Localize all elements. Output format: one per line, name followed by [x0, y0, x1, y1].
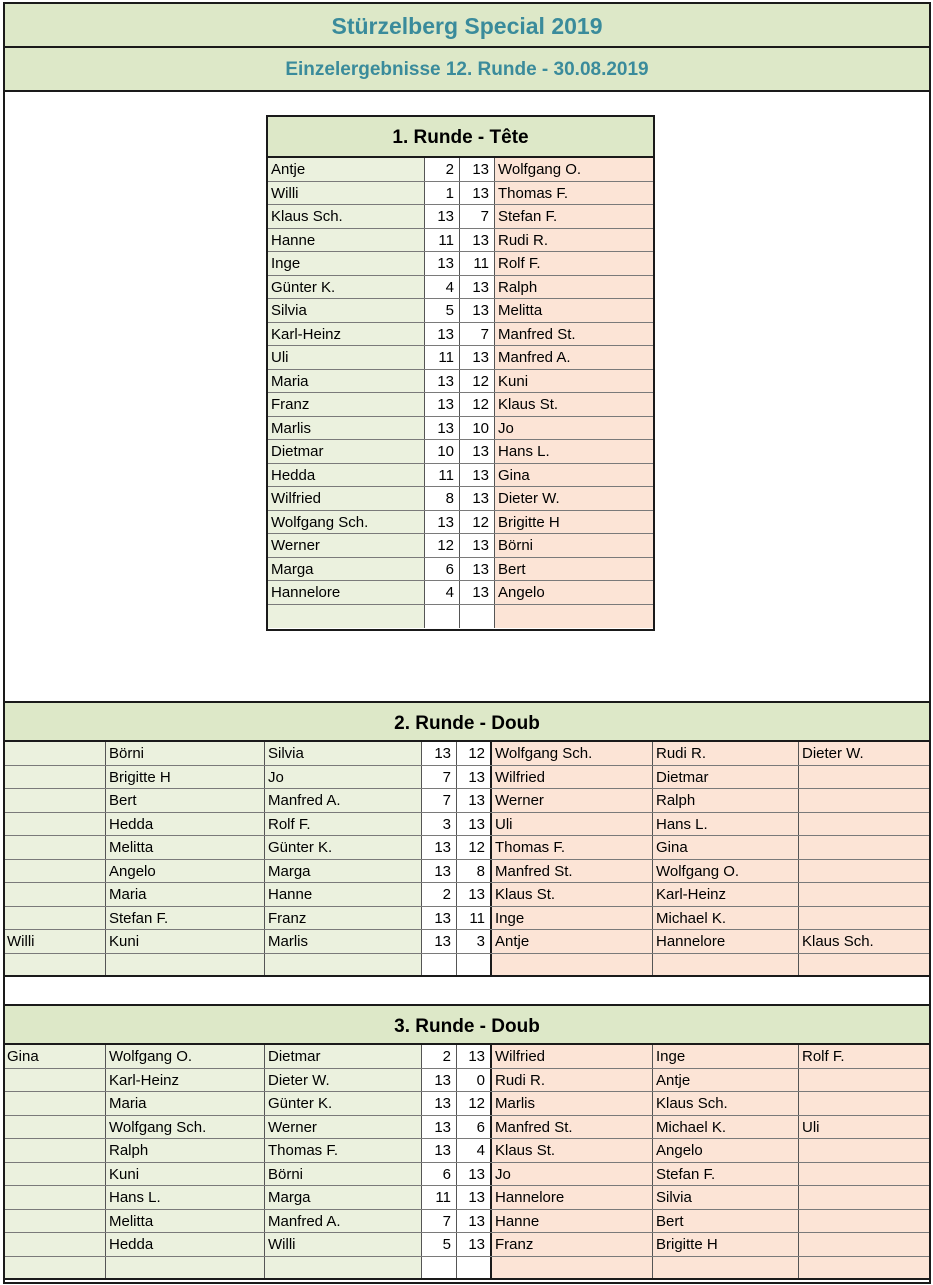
table-row: [268, 605, 653, 629]
score-2-cell: 13: [457, 789, 492, 812]
team-b-player-1-cell: Uli: [492, 813, 653, 836]
player-1-cell: Inge: [268, 252, 425, 275]
score-1-cell: [422, 1257, 457, 1279]
player-1-cell: Antje: [268, 158, 425, 181]
player-2-cell: Manfred St.: [495, 323, 653, 346]
round2-title: 2. Runde - Doub: [5, 701, 929, 742]
team-a-player-3-cell: Dietmar: [265, 1045, 422, 1068]
table-row: [268, 487, 653, 511]
team-b-player-3-cell: [799, 1069, 929, 1092]
score-2-cell: 13: [460, 299, 495, 322]
team-a-player-2-cell: Hedda: [106, 1233, 265, 1256]
player-2-cell: Dieter W.: [495, 487, 653, 510]
team-b-player-2-cell: Rudi R.: [653, 742, 799, 765]
team-a-player-1-cell: Gina: [5, 1045, 106, 1068]
player-2-cell: Melitta: [495, 299, 653, 322]
team-a-player-2-cell: Kuni: [106, 1163, 265, 1186]
score-2-cell: 12: [457, 742, 492, 765]
player-2-cell: Manfred A.: [495, 346, 653, 369]
player-1-cell: Wilfried: [268, 487, 425, 510]
table-row: [5, 883, 929, 907]
team-a-player-3-cell: [265, 954, 422, 976]
team-a-player-1-cell: Willi: [5, 930, 106, 953]
player-1-cell: Wolfgang Sch.: [268, 511, 425, 534]
team-a-player-3-cell: Thomas F.: [265, 1139, 422, 1162]
team-a-player-3-cell: Marga: [265, 1186, 422, 1209]
team-b-player-1-cell: Hannelore: [492, 1186, 653, 1209]
team-a-player-1-cell: [5, 766, 106, 789]
team-a-player-2-cell: Melitta: [106, 1210, 265, 1233]
player-2-cell: Wolfgang O.: [495, 158, 653, 181]
round1-title: 1. Runde - Tête: [268, 117, 653, 158]
team-b-player-1-cell: [492, 954, 653, 976]
score-2-cell: 12: [457, 1092, 492, 1115]
team-a-player-3-cell: Manfred A.: [265, 1210, 422, 1233]
score-1-cell: 7: [422, 1210, 457, 1233]
team-a-player-1-cell: [5, 907, 106, 930]
team-b-player-2-cell: Gina: [653, 836, 799, 859]
table-row: [268, 534, 653, 558]
team-b-player-2-cell: Inge: [653, 1045, 799, 1068]
player-2-cell: Börni: [495, 534, 653, 557]
score-2-cell: 12: [460, 511, 495, 534]
results-sheet: [3, 2, 931, 1284]
score-1-cell: 6: [425, 558, 460, 581]
score-2-cell: 13: [460, 229, 495, 252]
score-2-cell: 13: [457, 1233, 492, 1256]
score-1-cell: 13: [422, 907, 457, 930]
team-a-player-2-cell: Wolfgang O.: [106, 1045, 265, 1068]
player-2-cell: Kuni: [495, 370, 653, 393]
team-a-player-1-cell: [5, 1163, 106, 1186]
page-subtitle: Einzelergebnisse 12. Runde - 30.08.2019: [5, 48, 929, 92]
team-b-player-2-cell: Dietmar: [653, 766, 799, 789]
player-1-cell: Hedda: [268, 464, 425, 487]
player-1-cell: Marga: [268, 558, 425, 581]
round3-title: 3. Runde - Doub: [5, 1004, 929, 1045]
score-2-cell: 12: [460, 393, 495, 416]
team-a-player-2-cell: Maria: [106, 883, 265, 906]
team-a-player-1-cell: [5, 836, 106, 859]
score-2-cell: 6: [457, 1116, 492, 1139]
score-1-cell: 5: [422, 1233, 457, 1256]
player-2-cell: Brigitte H: [495, 511, 653, 534]
team-b-player-2-cell: [653, 1257, 799, 1279]
team-b-player-2-cell: Klaus Sch.: [653, 1092, 799, 1115]
score-1-cell: 12: [425, 534, 460, 557]
team-b-player-1-cell: Wilfried: [492, 1045, 653, 1068]
score-1-cell: 13: [422, 860, 457, 883]
team-b-player-1-cell: Rudi R.: [492, 1069, 653, 1092]
team-b-player-3-cell: [799, 766, 929, 789]
player-2-cell: Klaus St.: [495, 393, 653, 416]
score-1-cell: 11: [422, 1186, 457, 1209]
team-b-player-3-cell: Uli: [799, 1116, 929, 1139]
team-b-player-2-cell: [653, 954, 799, 976]
team-b-player-1-cell: Wilfried: [492, 766, 653, 789]
score-1-cell: 11: [425, 346, 460, 369]
score-2-cell: 13: [460, 346, 495, 369]
score-2-cell: 13: [460, 440, 495, 463]
player-2-cell: Jo: [495, 417, 653, 440]
player-1-cell: Marlis: [268, 417, 425, 440]
team-b-player-1-cell: Antje: [492, 930, 653, 953]
score-2-cell: 13: [457, 813, 492, 836]
team-a-player-1-cell: [5, 742, 106, 765]
player-1-cell: Werner: [268, 534, 425, 557]
team-b-player-1-cell: Inge: [492, 907, 653, 930]
table-row: [5, 836, 929, 860]
table-row: [5, 1092, 929, 1116]
team-b-player-3-cell: [799, 1163, 929, 1186]
player-2-cell: Angelo: [495, 581, 653, 604]
player-2-cell: Rudi R.: [495, 229, 653, 252]
team-a-player-1-cell: [5, 954, 106, 976]
team-b-player-3-cell: [799, 1139, 929, 1162]
score-1-cell: 13: [422, 1069, 457, 1092]
table-row: [268, 393, 653, 417]
table-row: [5, 766, 929, 790]
table-row: [268, 276, 653, 300]
table-row: [268, 464, 653, 488]
team-b-player-3-cell: [799, 883, 929, 906]
team-a-player-1-cell: [5, 883, 106, 906]
team-a-player-3-cell: Werner: [265, 1116, 422, 1139]
score-1-cell: 7: [422, 766, 457, 789]
team-a-player-1-cell: [5, 1139, 106, 1162]
score-1-cell: 13: [422, 1139, 457, 1162]
team-a-player-3-cell: Rolf F.: [265, 813, 422, 836]
table-row: [5, 813, 929, 837]
table-row: [5, 742, 929, 766]
player-1-cell: [268, 605, 425, 629]
team-a-player-2-cell: Hans L.: [106, 1186, 265, 1209]
team-a-player-3-cell: Jo: [265, 766, 422, 789]
team-a-player-1-cell: [5, 860, 106, 883]
round3-section: [5, 1004, 929, 1280]
table-row: [5, 789, 929, 813]
score-2-cell: 10: [460, 417, 495, 440]
team-a-player-1-cell: [5, 1069, 106, 1092]
score-2-cell: [457, 1257, 492, 1279]
team-b-player-1-cell: Werner: [492, 789, 653, 812]
table-row: [268, 440, 653, 464]
score-2-cell: 4: [457, 1139, 492, 1162]
team-a-player-1-cell: [5, 1257, 106, 1279]
team-a-player-3-cell: Manfred A.: [265, 789, 422, 812]
player-2-cell: Ralph: [495, 276, 653, 299]
team-b-player-2-cell: Brigitte H: [653, 1233, 799, 1256]
score-1-cell: 13: [422, 836, 457, 859]
team-b-player-2-cell: Silvia: [653, 1186, 799, 1209]
round2-body: [5, 742, 929, 977]
score-1-cell: 13: [425, 417, 460, 440]
score-2-cell: 8: [457, 860, 492, 883]
score-2-cell: 13: [457, 883, 492, 906]
team-a-player-2-cell: Kuni: [106, 930, 265, 953]
team-b-player-3-cell: [799, 954, 929, 976]
team-a-player-3-cell: Dieter W.: [265, 1069, 422, 1092]
team-a-player-2-cell: Börni: [106, 742, 265, 765]
team-b-player-2-cell: Stefan F.: [653, 1163, 799, 1186]
team-b-player-3-cell: [799, 1186, 929, 1209]
score-2-cell: 13: [460, 182, 495, 205]
team-a-player-1-cell: [5, 813, 106, 836]
score-2-cell: 13: [457, 1186, 492, 1209]
team-a-player-3-cell: Günter K.: [265, 836, 422, 859]
team-b-player-1-cell: Hanne: [492, 1210, 653, 1233]
team-a-player-3-cell: Günter K.: [265, 1092, 422, 1115]
score-2-cell: 13: [457, 1045, 492, 1068]
score-1-cell: 4: [425, 581, 460, 604]
player-1-cell: Uli: [268, 346, 425, 369]
player-2-cell: Gina: [495, 464, 653, 487]
table-row: [268, 205, 653, 229]
team-b-player-2-cell: Antje: [653, 1069, 799, 1092]
score-2-cell: 13: [460, 487, 495, 510]
team-b-player-2-cell: Wolfgang O.: [653, 860, 799, 883]
table-row: [268, 323, 653, 347]
table-row: [5, 1163, 929, 1187]
team-b-player-3-cell: [799, 789, 929, 812]
table-row: [268, 417, 653, 441]
score-1-cell: 13: [425, 370, 460, 393]
team-b-player-3-cell: Dieter W.: [799, 742, 929, 765]
score-2-cell: 11: [457, 907, 492, 930]
player-1-cell: Günter K.: [268, 276, 425, 299]
score-1-cell: 13: [425, 323, 460, 346]
score-2-cell: 7: [460, 323, 495, 346]
table-row: [5, 1116, 929, 1140]
team-b-player-2-cell: Bert: [653, 1210, 799, 1233]
score-1-cell: 13: [422, 1092, 457, 1115]
score-1-cell: 10: [425, 440, 460, 463]
team-b-player-1-cell: Thomas F.: [492, 836, 653, 859]
score-2-cell: 13: [457, 1163, 492, 1186]
team-b-player-1-cell: Klaus St.: [492, 1139, 653, 1162]
team-a-player-2-cell: Brigitte H: [106, 766, 265, 789]
team-b-player-2-cell: Michael K.: [653, 1116, 799, 1139]
score-2-cell: 7: [460, 205, 495, 228]
score-1-cell: 4: [425, 276, 460, 299]
score-2-cell: 13: [457, 766, 492, 789]
score-1-cell: 5: [425, 299, 460, 322]
score-2-cell: 0: [457, 1069, 492, 1092]
player-1-cell: Hannelore: [268, 581, 425, 604]
round1-table: [266, 115, 655, 631]
score-2-cell: 13: [457, 1210, 492, 1233]
team-a-player-1-cell: [5, 1210, 106, 1233]
player-2-cell: Thomas F.: [495, 182, 653, 205]
table-row: [268, 229, 653, 253]
score-1-cell: 13: [422, 1116, 457, 1139]
team-a-player-3-cell: Hanne: [265, 883, 422, 906]
team-b-player-2-cell: Hannelore: [653, 930, 799, 953]
score-1-cell: 2: [422, 883, 457, 906]
score-1-cell: [422, 954, 457, 976]
score-2-cell: [460, 605, 495, 629]
team-b-player-2-cell: Michael K.: [653, 907, 799, 930]
table-row: [268, 346, 653, 370]
table-row: [5, 1233, 929, 1257]
score-1-cell: 8: [425, 487, 460, 510]
player-1-cell: Karl-Heinz: [268, 323, 425, 346]
score-1-cell: 2: [422, 1045, 457, 1068]
team-b-player-1-cell: [492, 1257, 653, 1279]
score-2-cell: 13: [460, 558, 495, 581]
team-a-player-2-cell: Bert: [106, 789, 265, 812]
round3-body: [5, 1045, 929, 1280]
table-row: [268, 299, 653, 323]
table-row: [5, 954, 929, 978]
team-b-player-3-cell: [799, 836, 929, 859]
score-1-cell: 3: [422, 813, 457, 836]
team-b-player-3-cell: [799, 1257, 929, 1279]
team-a-player-2-cell: [106, 954, 265, 976]
table-row: [268, 252, 653, 276]
team-a-player-3-cell: Franz: [265, 907, 422, 930]
score-2-cell: [457, 954, 492, 976]
team-b-player-3-cell: [799, 813, 929, 836]
score-2-cell: 12: [460, 370, 495, 393]
player-2-cell: [495, 605, 653, 629]
table-row: [268, 581, 653, 605]
team-b-player-2-cell: Hans L.: [653, 813, 799, 836]
team-b-player-3-cell: Rolf F.: [799, 1045, 929, 1068]
player-1-cell: Klaus Sch.: [268, 205, 425, 228]
table-row: [5, 1069, 929, 1093]
score-2-cell: 13: [460, 158, 495, 181]
table-row: [268, 511, 653, 535]
team-b-player-1-cell: Franz: [492, 1233, 653, 1256]
player-1-cell: Willi: [268, 182, 425, 205]
score-1-cell: 13: [425, 205, 460, 228]
table-row: [5, 1139, 929, 1163]
round1-body: [268, 158, 653, 628]
team-a-player-1-cell: [5, 1186, 106, 1209]
score-1-cell: 13: [422, 742, 457, 765]
player-2-cell: Bert: [495, 558, 653, 581]
score-2-cell: 11: [460, 252, 495, 275]
score-1-cell: 13: [425, 252, 460, 275]
team-a-player-3-cell: Marga: [265, 860, 422, 883]
team-b-player-1-cell: Manfred St.: [492, 860, 653, 883]
table-row: [5, 1257, 929, 1281]
team-a-player-3-cell: Börni: [265, 1163, 422, 1186]
table-row: [5, 907, 929, 931]
table-row: [268, 370, 653, 394]
team-b-player-1-cell: Klaus St.: [492, 883, 653, 906]
score-1-cell: 13: [422, 930, 457, 953]
team-a-player-1-cell: [5, 789, 106, 812]
score-1-cell: 11: [425, 229, 460, 252]
team-a-player-3-cell: Willi: [265, 1233, 422, 1256]
team-a-player-1-cell: [5, 1233, 106, 1256]
round2-section: [5, 701, 929, 977]
team-b-player-1-cell: Manfred St.: [492, 1116, 653, 1139]
team-a-player-2-cell: [106, 1257, 265, 1279]
score-1-cell: 2: [425, 158, 460, 181]
score-2-cell: 13: [460, 464, 495, 487]
table-row: [5, 1186, 929, 1210]
team-b-player-2-cell: Karl-Heinz: [653, 883, 799, 906]
team-b-player-3-cell: [799, 907, 929, 930]
team-a-player-2-cell: Maria: [106, 1092, 265, 1115]
score-2-cell: 12: [457, 836, 492, 859]
player-1-cell: Franz: [268, 393, 425, 416]
score-1-cell: 13: [425, 393, 460, 416]
team-b-player-1-cell: Wolfgang Sch.: [492, 742, 653, 765]
player-2-cell: Hans L.: [495, 440, 653, 463]
team-a-player-1-cell: [5, 1116, 106, 1139]
team-a-player-2-cell: Ralph: [106, 1139, 265, 1162]
score-1-cell: 7: [422, 789, 457, 812]
player-1-cell: Maria: [268, 370, 425, 393]
score-2-cell: 13: [460, 534, 495, 557]
table-row: [268, 158, 653, 182]
team-a-player-2-cell: Stefan F.: [106, 907, 265, 930]
table-row: [5, 930, 929, 954]
team-a-player-2-cell: Angelo: [106, 860, 265, 883]
team-a-player-1-cell: [5, 1092, 106, 1115]
score-1-cell: 13: [425, 511, 460, 534]
team-a-player-3-cell: [265, 1257, 422, 1279]
table-row: [5, 1045, 929, 1069]
team-b-player-1-cell: Jo: [492, 1163, 653, 1186]
team-b-player-2-cell: Angelo: [653, 1139, 799, 1162]
player-1-cell: Hanne: [268, 229, 425, 252]
team-a-player-2-cell: Hedda: [106, 813, 265, 836]
table-row: [268, 558, 653, 582]
player-2-cell: Rolf F.: [495, 252, 653, 275]
score-2-cell: 13: [460, 276, 495, 299]
player-1-cell: Dietmar: [268, 440, 425, 463]
player-2-cell: Stefan F.: [495, 205, 653, 228]
team-a-player-2-cell: Wolfgang Sch.: [106, 1116, 265, 1139]
team-a-player-3-cell: Marlis: [265, 930, 422, 953]
team-a-player-3-cell: Silvia: [265, 742, 422, 765]
team-b-player-3-cell: [799, 860, 929, 883]
score-2-cell: 3: [457, 930, 492, 953]
table-row: [268, 182, 653, 206]
team-a-player-2-cell: Karl-Heinz: [106, 1069, 265, 1092]
table-row: [5, 1210, 929, 1234]
player-1-cell: Silvia: [268, 299, 425, 322]
team-b-player-3-cell: Klaus Sch.: [799, 930, 929, 953]
score-2-cell: 13: [460, 581, 495, 604]
team-b-player-3-cell: [799, 1233, 929, 1256]
score-1-cell: [425, 605, 460, 629]
team-b-player-2-cell: Ralph: [653, 789, 799, 812]
team-b-player-3-cell: [799, 1210, 929, 1233]
page-title: Stürzelberg Special 2019: [5, 4, 929, 48]
score-1-cell: 11: [425, 464, 460, 487]
team-b-player-3-cell: [799, 1092, 929, 1115]
team-b-player-1-cell: Marlis: [492, 1092, 653, 1115]
team-a-player-2-cell: Melitta: [106, 836, 265, 859]
score-1-cell: 6: [422, 1163, 457, 1186]
table-row: [5, 860, 929, 884]
score-1-cell: 1: [425, 182, 460, 205]
